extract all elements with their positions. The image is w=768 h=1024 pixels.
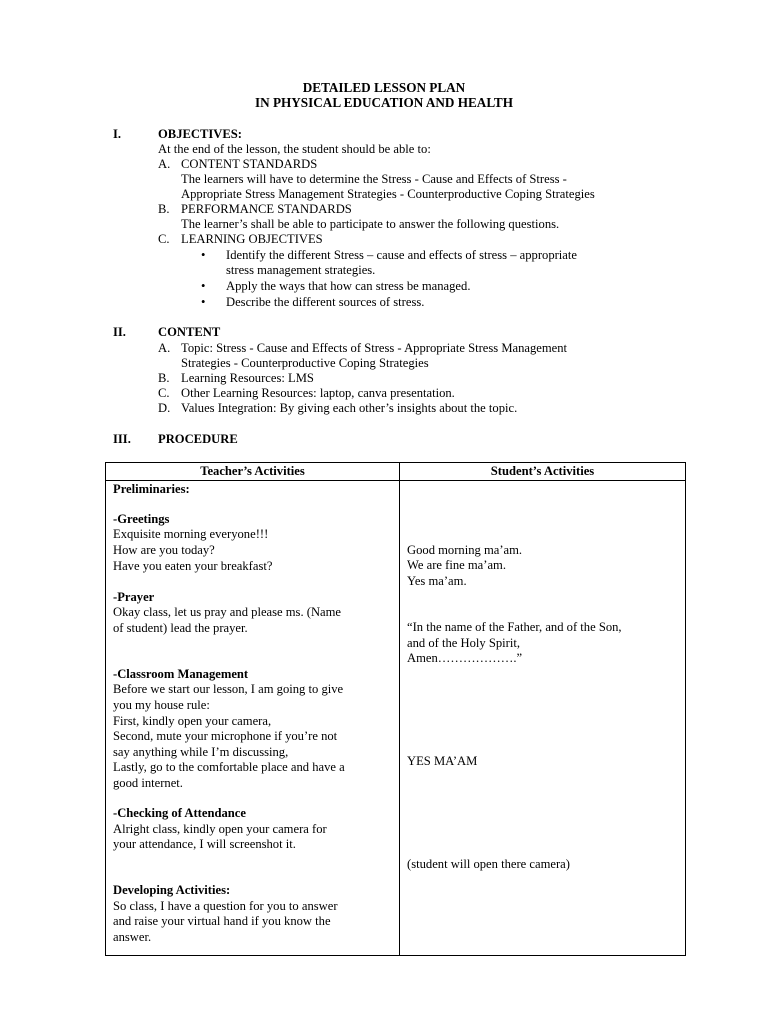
teacher-line: So class, I have a question for you to answer [113,899,338,913]
section-numeral-objectives: I. [113,127,122,141]
objective-b-letter: B. [158,202,170,216]
preliminaries-heading: Preliminaries: [113,482,190,496]
objective-b-heading: PERFORMANCE STANDARDS [181,202,352,216]
objectives-intro: At the end of the lesson, the student should be able to: [158,142,431,156]
section-numeral-content: II. [113,325,126,339]
learning-objective-bullet [226,248,577,263]
objective-a-heading: CONTENT STANDARDS [181,157,318,171]
objective-a-letter: A. [158,157,171,171]
student-line: “In the name of the Father, and of the Son, [407,620,622,634]
section-numeral-procedure: III. [113,432,131,446]
content-a-text: Strategies - Counterproductive Coping Strategies [181,356,429,370]
teacher-line: good internet. [113,776,183,790]
content-d-text: Values Integration: By giving each other’s insights about the topic. [181,401,518,415]
student-activities-cell [400,481,686,956]
content-b-text: Learning Resources: LMS [181,371,314,385]
learning-objective-text: Apply the ways that how can stress be managed. [226,279,471,293]
teacher-line: of student) lead the prayer. [113,621,248,635]
content-b-letter: B. [158,371,170,385]
content-c-letter: C. [158,386,170,400]
student-line: Amen……………….” [407,651,523,665]
content-a-text: Topic: Stress - Cause and Effects of Stress - Appropriate Stress Management [181,341,568,355]
teacher-line: Second, mute your microphone if you’re not [113,729,338,743]
objective-a-text: The learners will have to determine the Stress - Cause and Effects of Stress - [181,172,567,186]
teacher-line: How are you today? [113,543,215,557]
teacher-activities-cell [106,481,400,956]
teacher-line: and raise your virtual hand if you know the [113,914,331,928]
learning-objective-bullet [226,279,470,294]
teacher-line: First, kindly open your camera, [113,714,272,728]
attendance-heading: -Checking of Attendance [113,806,246,820]
teacher-line: Have you eaten your breakfast? [113,559,273,573]
learning-objective-text: Identify the different Stress – cause and effects of stress – appropriate [226,248,577,262]
student-line: Good morning ma’am. [407,543,523,557]
classroom-management-heading: -Classroom Management [113,667,249,681]
objective-c-letter: C. [158,232,170,246]
document-subtitle: IN PHYSICAL EDUCATION AND HEALTH [255,95,513,110]
student-line: and of the Holy Spirit, [407,636,520,650]
student-line: (student will open there camera) [407,857,570,871]
document-title: DETAILED LESSON PLAN [302,80,466,95]
content-d-letter: D. [158,401,171,415]
content-c-text: Other Learning Resources: laptop, canva presentation. [181,386,455,400]
teacher-line: Alright class, kindly open your camera for [113,822,327,836]
content-a-letter: A. [158,341,171,355]
section-heading-procedure: PROCEDURE [158,432,238,446]
teacher-line: Exquisite morning everyone!!! [113,527,269,541]
developing-activities-heading: Developing Activities: [113,883,231,897]
objective-a-text: Appropriate Stress Management Strategies - Counterproductive Coping Strategies [181,187,595,201]
column-header-teacher: Teacher’s Activities [106,463,400,481]
column-header-student: Student’s Activities [400,463,686,481]
greetings-heading: -Greetings [113,512,170,526]
objective-b-text: The learner’s shall be able to participate to answer the following questions. [181,217,560,231]
section-heading-objectives: OBJECTIVES: [158,127,242,141]
learning-objective-text: stress management strategies. [226,263,376,277]
teacher-line: answer. [113,930,152,944]
teacher-line: you my house rule: [113,698,210,712]
teacher-line: Lastly, go to the comfortable place and have a [113,760,345,774]
section-heading-content: CONTENT [158,325,221,339]
student-line: YES MA’AM [407,754,478,768]
teacher-line: Before we start our lesson, I am going to give [113,682,344,696]
teacher-line: your attendance, I will screenshot it. [113,837,296,851]
student-line: We are fine ma’am. [407,558,506,572]
objective-c-heading: LEARNING OBJECTIVES [181,232,323,246]
student-line: Yes ma’am. [407,574,467,588]
procedure-table [105,462,686,956]
table-header-row [106,463,686,481]
learning-objective-bullet [226,295,424,310]
teacher-line: say anything while I’m discussing, [113,745,289,759]
prayer-heading: -Prayer [113,590,155,604]
teacher-line: Okay class, let us pray and please ms. (Name [113,605,342,619]
table-row [106,481,686,956]
learning-objective-text: Describe the different sources of stress. [226,295,425,309]
